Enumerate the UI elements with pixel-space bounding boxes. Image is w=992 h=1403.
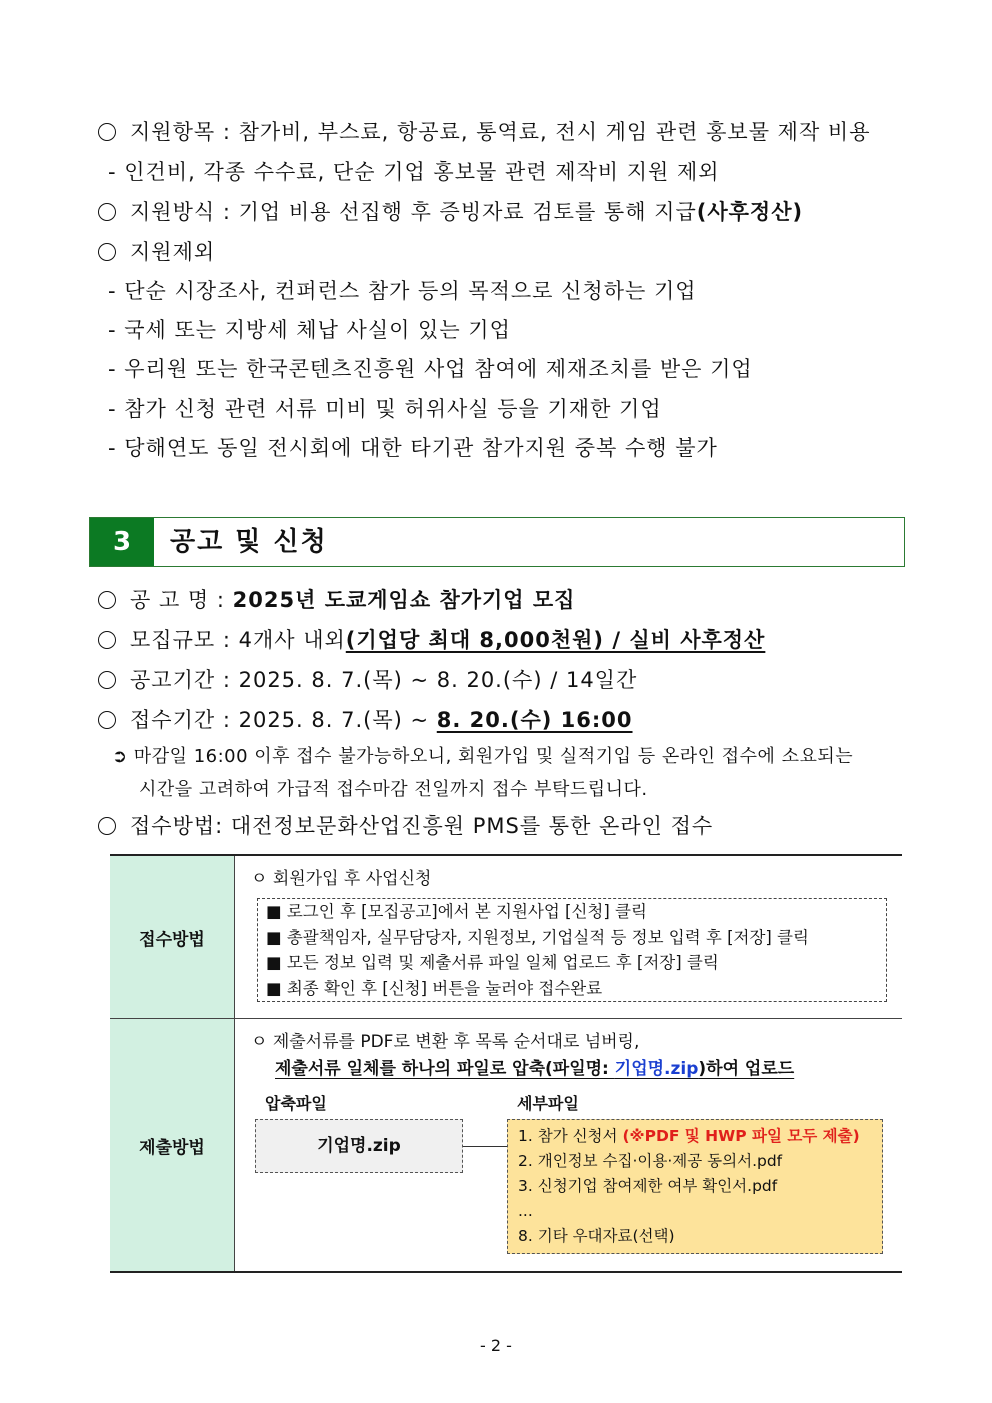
- exclusion-item: - 당해연도 동일 전시회에 대한 타기관 참가지원 중복 수행 불가: [108, 436, 718, 460]
- receipt-method-cell: [235, 855, 903, 1019]
- recruit-scale-line: 모집규모 : 4개사 내외(기업당 최대 8,000천원) / 실비 사후정산: [98, 624, 765, 654]
- exclusions-title: 지원제외: [98, 236, 215, 266]
- zip-label: 압축파일: [265, 1094, 327, 1113]
- receipt-step: ■ 최종 확인 후 [신청] 버튼을 눌러야 접수완료: [266, 978, 603, 998]
- section-number: 3: [90, 518, 154, 566]
- support-exclusion-line: - 인건비, 각종 수수료, 단순 기업 홍보물 관련 제작비 지원 제외: [108, 160, 720, 184]
- circle-bullet-icon: [98, 243, 116, 261]
- row-header-receipt-method: 접수방법: [110, 855, 235, 1019]
- notice-period-line: 공고기간 : 2025. 8. 7.(목) ~ 8. 20.(수) / 14일간: [98, 664, 637, 694]
- row-header-submit-method: 제출방법: [110, 1019, 235, 1273]
- deadline-note-line2: 시간을 고려하여 가급적 접수마감 전일까지 접수 부탁드립니다.: [139, 779, 648, 800]
- detail-label: 세부파일: [517, 1094, 579, 1113]
- receipt-step: ■ 모든 정보 입력 및 제출서류 파일 일체 업로드 후 [저장] 클릭: [266, 953, 719, 972]
- circle-bullet-icon: [98, 123, 116, 141]
- submit-method-cell: [235, 1019, 903, 1273]
- file-item: 1. 참가 신청서 (※PDF 및 HWP 파일 모두 제출): [518, 1127, 860, 1145]
- table-row: [110, 1019, 902, 1273]
- notice-name-line: 공 고 명 : 2025년 도쿄게임쇼 참가기업 모집: [98, 584, 575, 614]
- receipt-method-line: 접수방법: 대전정보문화산업진흥원 PMS를 통한 온라인 접수: [98, 810, 713, 840]
- submit-intro: ㅇ 제출서류를 PDF로 변환 후 목록 순서대로 넘버링,: [251, 1032, 640, 1052]
- submit-instruction: 제출서류 일체를 하나의 파일로 압축(파일명: 기업명.zip)하여 업로드: [275, 1059, 795, 1079]
- connector-line: [463, 1146, 507, 1147]
- receipt-period-line: 접수기간 : 2025. 8. 7.(목) ~ 8. 20.(수) 16:00: [98, 704, 633, 734]
- file-item: ...: [518, 1202, 533, 1220]
- detail-files-box: [507, 1119, 883, 1254]
- receipt-intro: ㅇ 회원가입 후 사업신청: [251, 869, 432, 889]
- table-row: [110, 855, 902, 1019]
- circle-bullet-icon: [98, 817, 116, 835]
- support-method-line: 지원방식 : 기업 비용 선집행 후 증빙자료 검토를 통해 지급(사후정산): [98, 196, 803, 226]
- circle-bullet-icon: [98, 631, 116, 649]
- exclusion-item: - 참가 신청 관련 서류 미비 및 허위사실 등을 기재한 기업: [108, 397, 662, 421]
- exclusion-item: - 국세 또는 지방세 체납 사실이 있는 기업: [108, 318, 511, 342]
- file-item: 2. 개인정보 수집·이용·제공 동의서.pdf: [518, 1152, 783, 1170]
- deadline-note-line1: ➲ 마감일 16:00 이후 접수 불가능하오니, 회원가입 및 실적기입 등 온라인 접수에 소요되는: [112, 746, 854, 767]
- receipt-step: ■ 총괄책임자, 실무담당자, 지원정보, 기업실적 등 정보 입력 후 [저장] 클릭: [266, 927, 809, 947]
- application-table: [110, 854, 902, 1273]
- receipt-step: ■ 로그인 후 [모집공고]에서 본 지원사업 [신청] 클릭: [266, 902, 647, 921]
- circle-bullet-icon: [98, 203, 116, 221]
- section-header: [89, 517, 905, 567]
- file-item: 3. 신청기업 참여제한 여부 확인서.pdf: [518, 1177, 778, 1195]
- circle-bullet-icon: [98, 711, 116, 729]
- circle-bullet-icon: [98, 671, 116, 689]
- support-items-line: 지원항목 : 참가비, 부스료, 항공료, 통역료, 전시 게임 관련 홍보물 제작 비용: [98, 116, 871, 146]
- receipt-steps-box: [257, 898, 887, 1002]
- section-title: 공고 및 신청: [170, 527, 328, 557]
- exclusion-item: - 단순 시장조사, 컨퍼런스 참가 등의 목적으로 신청하는 기업: [108, 279, 697, 303]
- file-item: 8. 기타 우대자료(선택): [518, 1227, 675, 1245]
- page-number: - 2 -: [480, 1336, 512, 1355]
- circle-bullet-icon: [98, 591, 116, 609]
- exclusion-item: - 우리원 또는 한국콘텐츠진흥원 사업 참여에 제재조치를 받은 기업: [108, 357, 753, 381]
- zip-file-box: 기업명.zip: [255, 1119, 463, 1173]
